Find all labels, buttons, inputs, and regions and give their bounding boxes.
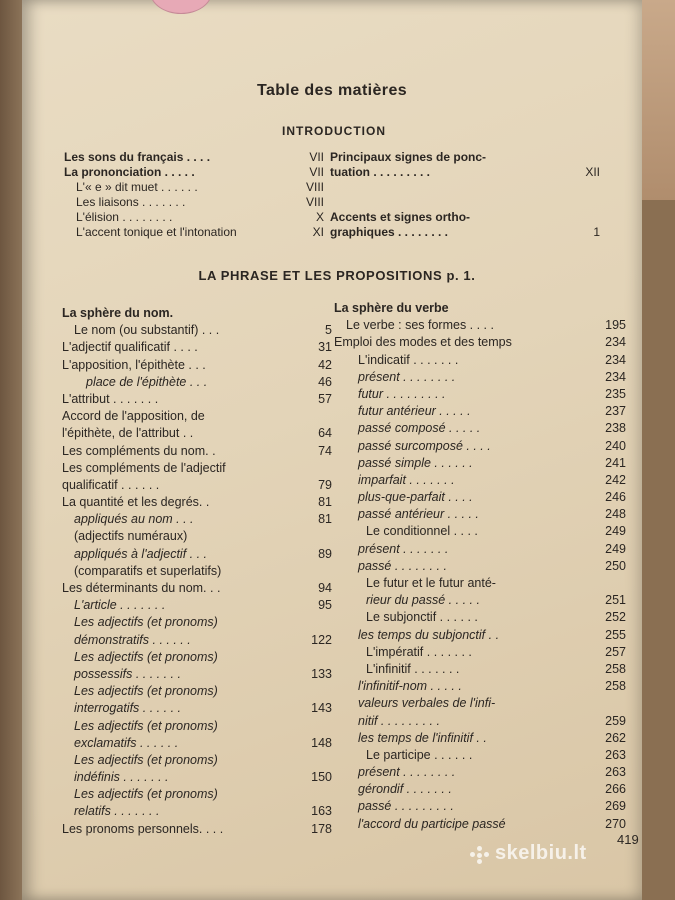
toc-entry-label: Le verbe : ses formes . . . .	[346, 318, 494, 333]
toc-entry-label: présent . . . . . . . .	[358, 369, 456, 384]
toc-entry-page: 133	[311, 666, 332, 681]
toc-entry-page: 89	[318, 546, 332, 561]
toc-entry	[62, 718, 332, 735]
toc-entry	[62, 649, 332, 666]
section-heading: LA PHRASE ET LES PROPOSITIONS p. 1.	[198, 268, 476, 283]
toc-entry-page: XI	[312, 225, 324, 239]
toc-entry	[64, 225, 324, 240]
toc-entry-label: qualificatif . . . . . .	[62, 477, 160, 492]
toc-entry	[334, 523, 626, 540]
toc-entry-page: 251	[605, 593, 626, 608]
toc-entry	[334, 420, 626, 437]
toc-entry-page: 94	[318, 581, 332, 595]
toc-entry	[62, 408, 332, 425]
toc-entry-page: 249	[605, 524, 626, 539]
toc-entry-label: Les compléments du nom. .	[62, 443, 216, 458]
toc-entry-page: VIII	[305, 180, 324, 194]
toc-entry	[62, 597, 332, 614]
toc-entry	[334, 713, 626, 730]
toc-entry	[334, 575, 626, 592]
toc-entry-label: Les sons du français . . . .	[64, 150, 211, 164]
toc-entry-page: 1	[593, 225, 600, 239]
toc-entry-page: 242	[605, 472, 626, 487]
toc-entry-label: possessifs . . . . . . .	[74, 666, 181, 681]
toc-entry-label: passé composé . . . . .	[358, 421, 481, 436]
left-toc-column	[62, 305, 332, 838]
toc-entry	[330, 150, 600, 165]
toc-entry-label: valeurs verbales de l'infi-	[358, 696, 496, 711]
introduction-right-column	[330, 150, 600, 240]
toc-entry-label: L'apposition, l'épithète . . .	[62, 357, 206, 372]
watermark-logo-icon	[470, 846, 492, 864]
toc-entry	[330, 225, 600, 240]
toc-entry	[334, 558, 626, 575]
toc-entry	[334, 489, 626, 506]
toc-entry-page: 163	[311, 804, 332, 819]
toc-entry	[334, 695, 626, 712]
toc-entry-label: futur antérieur . . . . .	[358, 404, 471, 419]
toc-entry	[62, 477, 332, 494]
toc-entry	[334, 506, 626, 523]
toc-entry-page: 259	[605, 713, 626, 728]
toc-entry-label: L'attribut . . . . . . .	[62, 391, 159, 406]
toc-entry-label: Les déterminants du nom. . .	[62, 581, 221, 595]
toc-entry	[62, 425, 332, 442]
toc-entry	[62, 339, 332, 356]
toc-entry	[334, 627, 626, 644]
toc-entry-page: 46	[318, 374, 332, 389]
toc-entry-label: interrogatifs . . . . . .	[74, 701, 181, 716]
toc-entry	[62, 494, 332, 511]
toc-entry	[334, 334, 626, 351]
toc-entry-label: passé simple . . . . . .	[358, 455, 473, 470]
toc-entry	[62, 528, 332, 545]
toc-entry	[64, 210, 324, 225]
toc-entry	[62, 357, 332, 374]
toc-entry-label: L'accent tonique et l'intonation	[76, 225, 237, 239]
toc-entry-page: 148	[311, 735, 332, 750]
toc-entry	[330, 210, 600, 225]
toc-entry-page: 270	[605, 816, 626, 831]
toc-entry	[62, 305, 332, 322]
toc-entry-label: indéfinis . . . . . . .	[74, 770, 169, 785]
toc-entry	[334, 541, 626, 558]
toc-entry-page: 258	[605, 679, 626, 694]
toc-entry-label: Les adjectifs (et pronoms)	[74, 718, 218, 733]
toc-entry-page: 263	[605, 765, 626, 780]
toc-entry-label: exclamatifs . . . . . .	[74, 735, 179, 750]
toc-entry-label: plus-que-parfait . . . .	[358, 490, 473, 505]
toc-entry-label: futur . . . . . . . . .	[358, 386, 446, 401]
toc-entry-page: 74	[318, 443, 332, 458]
toc-entry-page: VII	[309, 165, 324, 179]
toc-entry-page: 57	[318, 391, 332, 406]
page-number: 419	[617, 832, 639, 847]
toc-entry-label: Principaux signes de ponc-	[330, 150, 487, 164]
toc-entry	[64, 195, 324, 210]
toc-entry-label: La prononciation . . . . .	[64, 165, 195, 179]
toc-entry-label: tuation . . . . . . . . .	[330, 165, 431, 179]
toc-entry	[334, 781, 626, 798]
toc-entry	[334, 472, 626, 489]
toc-entry-label: La sphère du nom.	[62, 306, 174, 320]
toc-entry-label: L'indicatif . . . . . . .	[358, 352, 459, 367]
toc-entry-label: Accord de l'apposition, de	[62, 409, 205, 424]
toc-entry	[334, 730, 626, 747]
toc-entry-label: appliqués à l'adjectif . . .	[74, 546, 208, 561]
toc-entry-page: 258	[605, 661, 626, 676]
toc-entry	[62, 821, 332, 838]
toc-entry	[62, 460, 332, 477]
toc-entry	[62, 391, 332, 408]
toc-entry-page: VIII	[305, 195, 324, 209]
toc-entry	[334, 386, 626, 403]
toc-entry-page: 248	[605, 507, 626, 522]
toc-entry-page: 79	[318, 477, 332, 492]
toc-entry-page: VII	[309, 150, 324, 164]
toc-entry-label: l'infinitif-nom . . . . .	[358, 679, 462, 694]
toc-entry	[62, 511, 332, 528]
toc-entry	[334, 300, 626, 317]
toc-entry	[330, 195, 600, 210]
toc-entry-page: 240	[605, 438, 626, 453]
toc-entry-page: 64	[318, 426, 332, 441]
toc-entry-page: 234	[605, 369, 626, 384]
toc-entry	[62, 443, 332, 460]
toc-entry-label: appliqués au nom . . .	[74, 512, 194, 527]
toc-entry-page: 234	[605, 335, 626, 350]
toc-entry-page: 262	[605, 730, 626, 745]
toc-entry-label: démonstratifs . . . . . .	[74, 632, 191, 647]
toc-entry-page: 257	[605, 644, 626, 659]
toc-entry-page: 241	[605, 455, 626, 470]
toc-entry-label: Le subjonctif . . . . . .	[366, 610, 478, 625]
toc-entry-label: Le nom (ou substantif) . . .	[74, 323, 220, 338]
toc-entry	[334, 317, 626, 334]
toc-entry-label: Les adjectifs (et pronoms)	[74, 684, 218, 699]
toc-entry	[62, 374, 332, 391]
toc-entry	[334, 352, 626, 369]
toc-entry-label: Les adjectifs (et pronoms)	[74, 787, 218, 802]
toc-entry	[334, 661, 626, 678]
toc-entry-page: 266	[605, 782, 626, 797]
toc-entry-page: 255	[605, 627, 626, 642]
toc-entry-page: 249	[605, 541, 626, 556]
toc-entry	[334, 747, 626, 764]
toc-entry	[64, 165, 324, 180]
toc-entry	[330, 165, 600, 180]
toc-entry-page: 269	[605, 799, 626, 814]
toc-entry	[62, 803, 332, 820]
toc-entry-page: 95	[318, 598, 332, 613]
toc-entry	[62, 735, 332, 752]
toc-entry-label: La quantité et les degrés. .	[62, 495, 210, 510]
toc-entry	[334, 592, 626, 609]
toc-entry	[62, 580, 332, 597]
introduction-heading: INTRODUCTION	[282, 124, 386, 138]
toc-entry-label: gérondif . . . . . . .	[358, 782, 452, 797]
toc-entry	[62, 769, 332, 786]
toc-entry-label: passé . . . . . . . . .	[358, 799, 454, 814]
toc-entry	[334, 403, 626, 420]
right-toc-column	[334, 300, 626, 833]
toc-entry-label: présent . . . . . . . .	[358, 765, 456, 780]
toc-entry-page: 237	[605, 404, 626, 419]
toc-entry-label: imparfait . . . . . . .	[358, 472, 455, 487]
toc-entry-label: nitif . . . . . . . . .	[358, 713, 440, 728]
toc-entry	[330, 180, 600, 195]
toc-entry-page: 5	[325, 323, 332, 338]
toc-entry-page: 238	[605, 421, 626, 436]
toc-entry-page: 246	[605, 490, 626, 505]
toc-entry	[334, 644, 626, 661]
toc-entry-label: l'accord du participe passé	[358, 816, 506, 831]
toc-entry	[62, 683, 332, 700]
book-page	[22, 0, 642, 900]
watermark: skelbiu.lt	[495, 842, 587, 864]
toc-entry-page: 263	[605, 747, 626, 762]
toc-entry-label: Les adjectifs (et pronoms)	[74, 752, 218, 767]
toc-entry-label: place de l'épithète . . .	[86, 374, 208, 389]
toc-entry-label: L'« e » dit muet . . . . . .	[76, 180, 198, 194]
toc-entry	[334, 438, 626, 455]
toc-entry-label: passé . . . . . . . .	[358, 558, 447, 573]
toc-entry-label: Le conditionnel . . . .	[366, 524, 478, 539]
toc-entry	[334, 798, 626, 815]
toc-entry-page: 250	[605, 558, 626, 573]
toc-entry-page: 234	[605, 352, 626, 367]
toc-entry-label: (comparatifs et superlatifs)	[74, 563, 222, 578]
toc-entry	[62, 700, 332, 717]
toc-entry	[334, 369, 626, 386]
toc-entry-page: 235	[605, 386, 626, 401]
toc-entry-label: L'impératif . . . . . . .	[366, 644, 472, 659]
toc-entry	[62, 786, 332, 803]
toc-entry-label: L'adjectif qualificatif . . . .	[62, 340, 198, 355]
page-title: Table des matières	[256, 82, 408, 99]
toc-entry-label: Le participe . . . . . .	[366, 747, 473, 762]
toc-entry-label: Les adjectifs (et pronoms)	[74, 615, 218, 630]
toc-entry-page: 81	[318, 512, 332, 527]
toc-entry-label: Emploi des modes et des temps	[334, 335, 512, 350]
toc-entry-label: (adjectifs numéraux)	[74, 529, 188, 544]
toc-entry-label: Les compléments de l'adjectif	[62, 460, 226, 475]
toc-entry-label: les temps du subjonctif . .	[358, 627, 500, 642]
toc-entry-label: Les pronoms personnels. . . .	[62, 821, 224, 836]
toc-entry-page: 195	[605, 318, 626, 333]
toc-entry	[62, 666, 332, 683]
toc-entry-label: Les liaisons . . . . . . .	[76, 195, 186, 209]
toc-entry-page: 31	[318, 340, 332, 355]
toc-entry-label: l'épithète, de l'attribut . .	[62, 426, 194, 441]
toc-entry	[62, 546, 332, 563]
toc-entry-label: rieur du passé . . . . .	[366, 593, 480, 608]
toc-entry	[62, 752, 332, 769]
toc-entry-page: 252	[605, 610, 626, 625]
toc-entry-label: Les adjectifs (et pronoms)	[74, 649, 218, 664]
toc-entry-page: 42	[318, 357, 332, 372]
toc-entry-label: graphiques . . . . . . . .	[330, 225, 449, 239]
toc-entry-page: 143	[311, 701, 332, 716]
toc-entry-label: La sphère du verbe	[334, 301, 449, 315]
toc-entry	[62, 614, 332, 631]
toc-entry	[62, 322, 332, 339]
toc-entry	[334, 816, 626, 833]
toc-entry-page: 150	[311, 770, 332, 785]
toc-entry-page: 81	[318, 495, 332, 510]
introduction-left-column	[64, 150, 324, 240]
toc-entry-page: XII	[585, 165, 600, 179]
toc-entry-page: 122	[311, 632, 332, 647]
toc-entry-label: L'infinitif . . . . . . .	[366, 661, 460, 676]
toc-entry	[62, 632, 332, 649]
toc-entry-label: L'article . . . . . . .	[74, 598, 166, 613]
toc-entry-label: Accents et signes ortho-	[330, 210, 471, 224]
toc-entry-label: présent . . . . . . .	[358, 541, 449, 556]
toc-entry	[334, 609, 626, 626]
toc-entry	[334, 678, 626, 695]
toc-entry	[64, 150, 324, 165]
toc-entry-label: les temps de l'infinitif . .	[358, 730, 487, 745]
toc-entry-label: relatifs . . . . . . .	[74, 804, 160, 819]
toc-entry-label: passé antérieur . . . . .	[358, 507, 479, 522]
toc-entry	[62, 563, 332, 580]
toc-entry-label: L'élision . . . . . . . .	[76, 210, 173, 224]
toc-entry	[334, 764, 626, 781]
toc-entry	[64, 180, 324, 195]
toc-entry-page: X	[315, 210, 324, 224]
toc-entry-label: Le futur et le futur anté-	[366, 576, 496, 590]
toc-entry-page: 178	[311, 821, 332, 836]
toc-entry-label: passé surcomposé . . . .	[358, 438, 491, 453]
toc-entry	[334, 455, 626, 472]
